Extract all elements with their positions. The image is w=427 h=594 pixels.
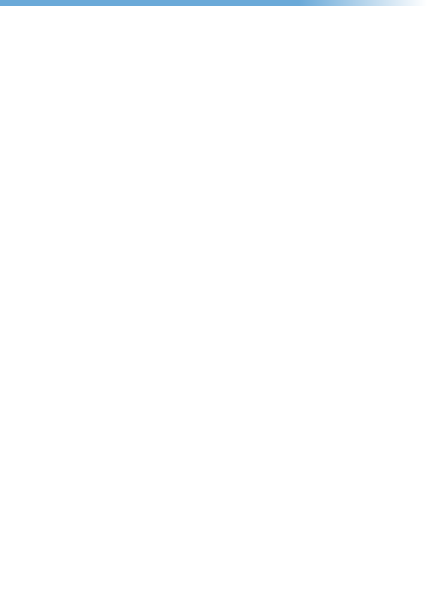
text-column-left [37, 16, 209, 561]
top-color-rule [0, 0, 427, 6]
text-column-right [226, 16, 398, 561]
